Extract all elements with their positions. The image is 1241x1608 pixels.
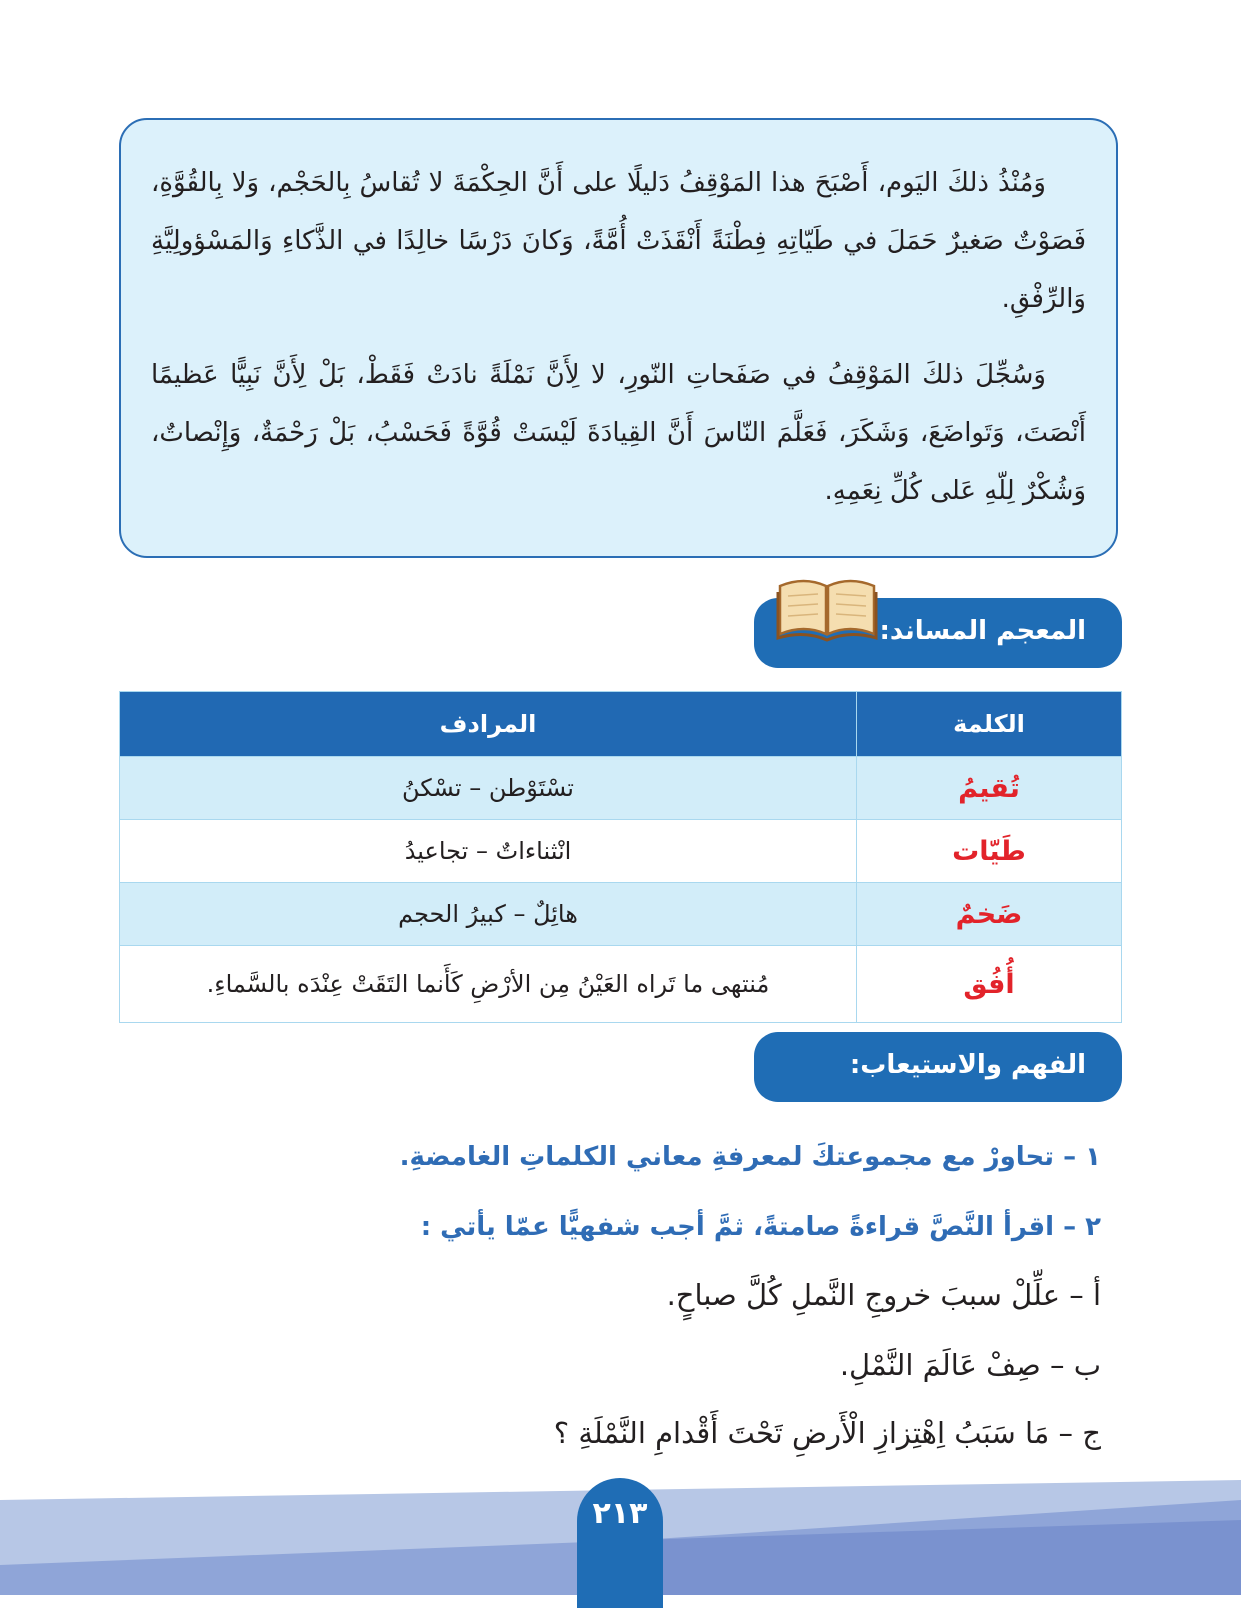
- sub-question-b: ب – صِفْ عَالَمَ النَّمْلِ.: [839, 1348, 1101, 1382]
- header-synonym: المرادف: [120, 692, 857, 757]
- question-2: ٢ – اقرأ النَّصَّ قراءةً صامتةً، ثمَّ أجب شفهيًّا عمّا يأتي :: [420, 1212, 1101, 1242]
- lexicon-title: المعجم المساند:: [879, 616, 1086, 646]
- table-cell-word: طَيّات: [857, 820, 1122, 883]
- open-book-icon: [776, 572, 878, 642]
- sub-question-c: ج – مَا سَبَبُ اِهْتِزازِ الْأَرضِ تَحْتَ أَقْدامِ النَّمْلَةِ ؟: [553, 1416, 1101, 1450]
- table-cell-synonym: تسْتَوْطن – تسْكنُ: [120, 757, 857, 820]
- page-number: ٢١٣: [592, 1496, 648, 1531]
- table-row: [120, 883, 1122, 946]
- header-word: الكلمة: [857, 692, 1122, 757]
- passage-paragraph-2: وَسُجِّلَ ذلكَ المَوْقِفُ في صَفَحاتِ النّورِ، لا لِأَنَّ نَمْلَةً نادَتْ فَقَطْ، بَلْ لِأَنَّ نَبِيًّا عَظيمًا أَنْصَتَ، وَتَواضَعَ، وَشَكَرَ، فَعَلَّمَ النّاسَ أَنَّ القِيادَةَ لَيْسَتْ قُوَّةً فَحَسْبُ، بَلْ رَحْمَةٌ، وَإِنْصاتٌ، وَشُكْرٌ لِلّهِ عَلى كُلِّ نِعَمِهِ.: [151, 360, 1086, 506]
- table-row: [120, 820, 1122, 883]
- passage-paragraph-1: وَمُنْذُ ذلكَ اليَوم، أَصْبَحَ هذا المَوْقِفُ دَليلًا على أَنَّ الحِكْمَةَ لا تُقاسُ بِالحَجْم، وَلا بِالقُوَّةِ، فَصَوْتٌ صَغيرٌ حَمَلَ في طَيّاتِهِ فِطْنَةً أَنْقَذَتْ أُمَّةً، وَكانَ دَرْسًا خالِدًا في الذَّكاءِ وَالمَسْؤولِيَّةِ وَالرِّفْقِ.: [151, 168, 1086, 314]
- table-cell-word: أُفُق: [857, 946, 1122, 1023]
- table-cell-synonym: انْثناءاتٌ – تجاعيدُ: [120, 820, 857, 883]
- table-cell-word: ضَخمٌ: [857, 883, 1122, 946]
- table-row: [120, 946, 1122, 1023]
- table-cell-synonym: هائِلٌ – كبيرُ الحجم: [120, 883, 857, 946]
- table-cell-word: تُقيمُ: [857, 757, 1122, 820]
- comprehension-heading: [754, 1032, 1122, 1102]
- sub-question-a: أ – علِّلْ سببَ خروجِ النَّملِ كُلَّ صباحٍ.: [666, 1278, 1101, 1312]
- table-header-row: [120, 692, 1122, 757]
- comprehension-title: الفهم والاستيعاب:: [849, 1050, 1086, 1080]
- story-passage-box: [119, 118, 1118, 558]
- table-cell-synonym: مُنتهى ما تَراه العَيْنُ مِن الأرْضِ كَأَنما التَقَتْ عِنْدَه بالسَّماءِ.: [120, 946, 857, 1023]
- lexicon-table: [119, 691, 1122, 1023]
- lexicon-heading: [754, 598, 1122, 668]
- page-number-tab: [577, 1478, 663, 1608]
- table-row: [120, 757, 1122, 820]
- question-1: ١ – تحاورْ مع مجموعتكَ لمعرفةِ معاني الكلماتِ الغامضةِ.: [399, 1142, 1101, 1172]
